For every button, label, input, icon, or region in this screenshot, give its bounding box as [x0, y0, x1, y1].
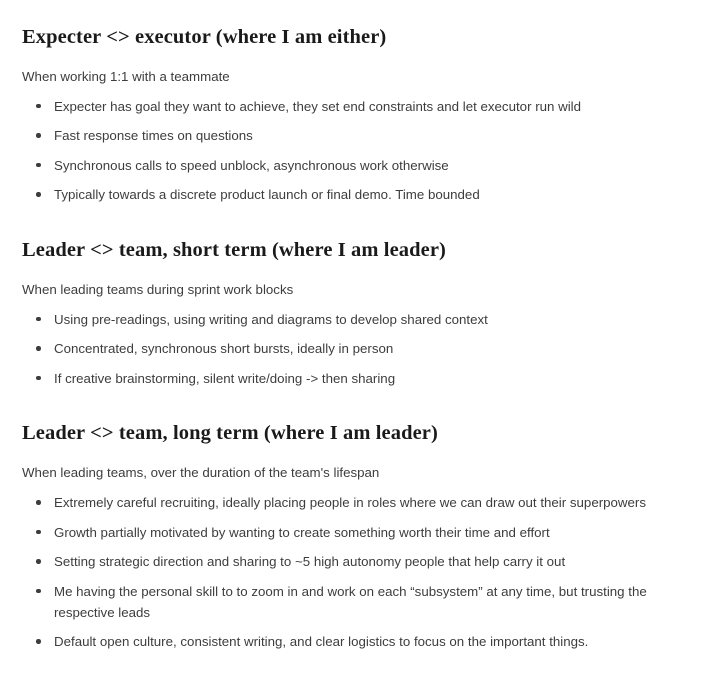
section-expecter-executor: [22, 18, 695, 206]
bullet-list: [22, 493, 695, 653]
list-item: Setting strategic direction and sharing to ~5 high autonomy people that help carry it out: [22, 552, 695, 573]
section-intro: When working 1:1 with a teammate: [22, 68, 230, 84]
section-heading: Leader <> team, long term (where I am leader): [22, 422, 438, 445]
list-item: Fast response times on questions: [22, 126, 695, 147]
section-leader-team-short-term: [22, 215, 695, 389]
section-heading: Expecter <> executor (where I am either): [22, 26, 387, 48]
list-item: Synchronous calls to speed unblock, asynchronous work otherwise: [22, 156, 695, 177]
list-item: Expecter has goal they want to achieve, they set end constraints and let executor run wild: [22, 97, 695, 118]
section-heading: Leader <> team, short term (where I am leader): [22, 239, 446, 262]
list-item: Extremely careful recruiting, ideally placing people in roles where we can draw out their superpowers: [22, 493, 695, 514]
list-item: If creative brainstorming, silent write/doing -> then sharing: [22, 369, 695, 390]
list-item: Using pre-readings, using writing and diagrams to develop shared context: [22, 310, 695, 331]
list-item: Me having the personal skill to to zoom in and work on each “subsystem” at any time, but trusting the respective leads: [22, 582, 695, 623]
list-item: Growth partially motivated by wanting to create something worth their time and effort: [22, 523, 695, 544]
list-item: Typically towards a discrete product launch or final demo. Time bounded: [22, 185, 695, 206]
list-item: Concentrated, synchronous short bursts, ideally in person: [22, 339, 695, 360]
bullet-list: [22, 310, 695, 390]
section-leader-team-long-term: [22, 398, 695, 652]
section-intro: When leading teams during sprint work blocks: [22, 281, 294, 297]
list-item: Default open culture, consistent writing, and clear logistics to focus on the important things.: [22, 632, 695, 653]
section-intro: When leading teams, over the duration of the team's lifespan: [22, 465, 380, 481]
bullet-list: [22, 97, 695, 206]
